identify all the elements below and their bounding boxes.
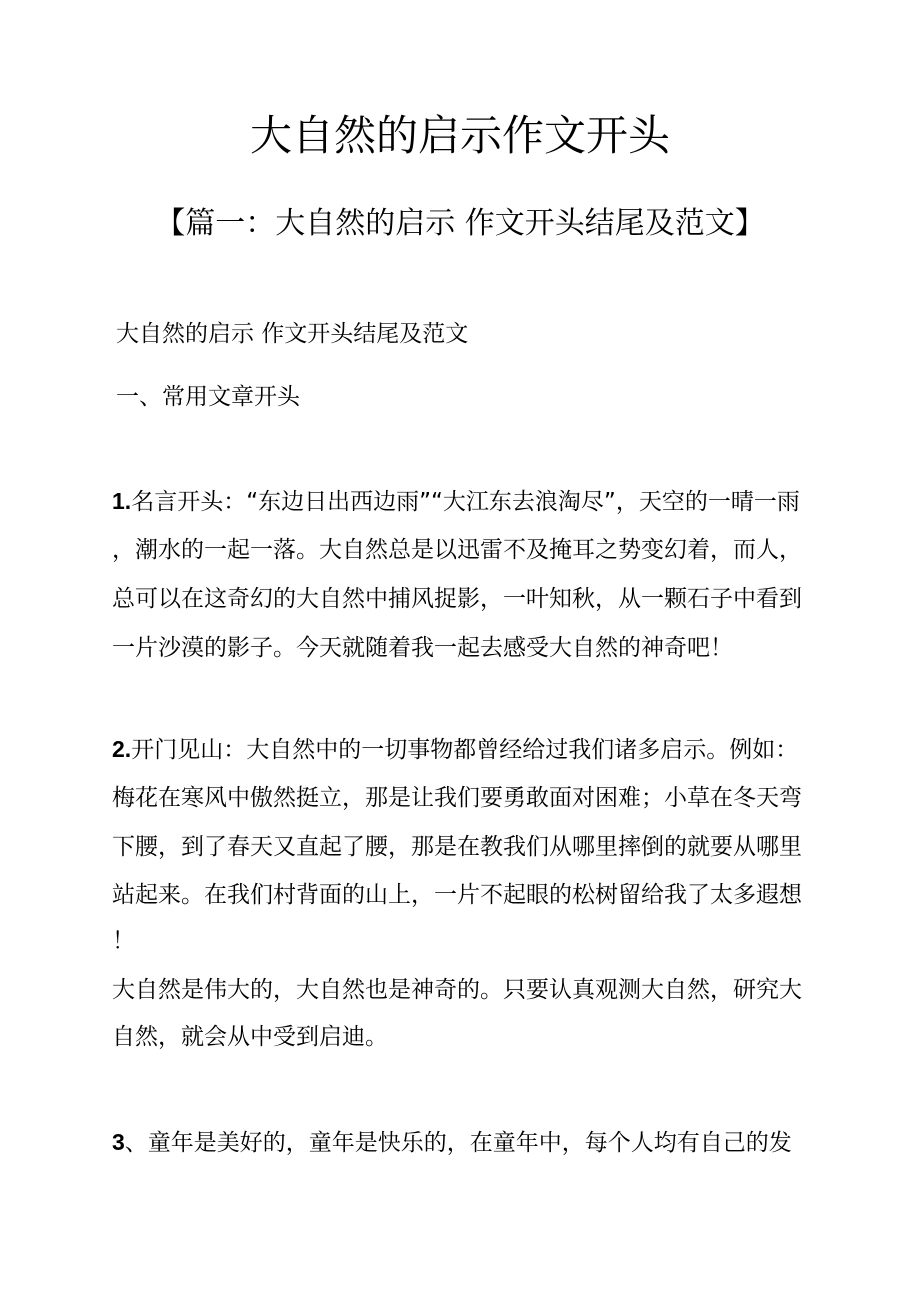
paragraph-2-line-3: 下腰，到了春天又直起了腰，那是在教我们从哪里摔倒的就要从哪里 <box>112 834 802 860</box>
paragraph-1-line-3: 总可以在这奇幻的大自然中捕风捉影，一叶知秋，从一颗石子中看到 <box>112 586 802 612</box>
paragraph-2-line-1 <box>112 726 812 773</box>
paragraph-2-line-7: 自然，就会从中受到启迪。 <box>112 1024 388 1050</box>
paragraph-2-line-6: 大自然是伟大的，大自然也是神奇的。只要认真观测大自然，研究大 <box>112 977 802 1003</box>
paragraph-2-number: 2. <box>112 736 132 762</box>
paragraph-2-line-2: 梅花在寒风中傲然挺立，那是让我们要勇敢面对困难；小草在冬天弯 <box>112 785 802 811</box>
section-title: 一、常用文章开头 <box>116 384 300 410</box>
paragraph-1-number: 1. <box>112 488 132 514</box>
paragraph-2-text: 开门见山：大自然中的一切事物都曾经给过我们诸多启示。例如： <box>131 737 799 763</box>
section-heading: 大自然的启示 作文开头结尾及范文 <box>116 321 469 347</box>
document-title: 大自然的启示作文开头 <box>249 111 670 160</box>
paragraph-3-number: 3 <box>112 1129 125 1155</box>
paragraph-3-text: 、童年是美好的，童年是快乐的，在童年中，每个人均有自己的发 <box>124 1130 792 1156</box>
paragraph-1-line-2: ，潮水的一起一落。大自然总是以迅雷不及掩耳之势变幻着，而人， <box>112 537 802 563</box>
paragraph-2-line-5: ！ <box>112 928 135 954</box>
paragraph-2-line-4: 站起来。在我们村背面的山上，一片不起眼的松树留给我了太多遐想 <box>112 882 802 908</box>
paragraph-3-line-1 <box>112 1119 812 1166</box>
document-subtitle: 【篇一：大自然的启示 作文开头结尾及范文】 <box>155 206 765 241</box>
paragraph-1-text: 名言开头：“东边日出西边雨”“大江东去浪淘尽”，天空的一晴一雨 <box>131 489 800 515</box>
paragraph-1-line-4: 一片沙漠的影子。今天就随着我一起去感受大自然的神奇吧！ <box>112 635 733 661</box>
paragraph-1-line-1 <box>112 478 812 525</box>
